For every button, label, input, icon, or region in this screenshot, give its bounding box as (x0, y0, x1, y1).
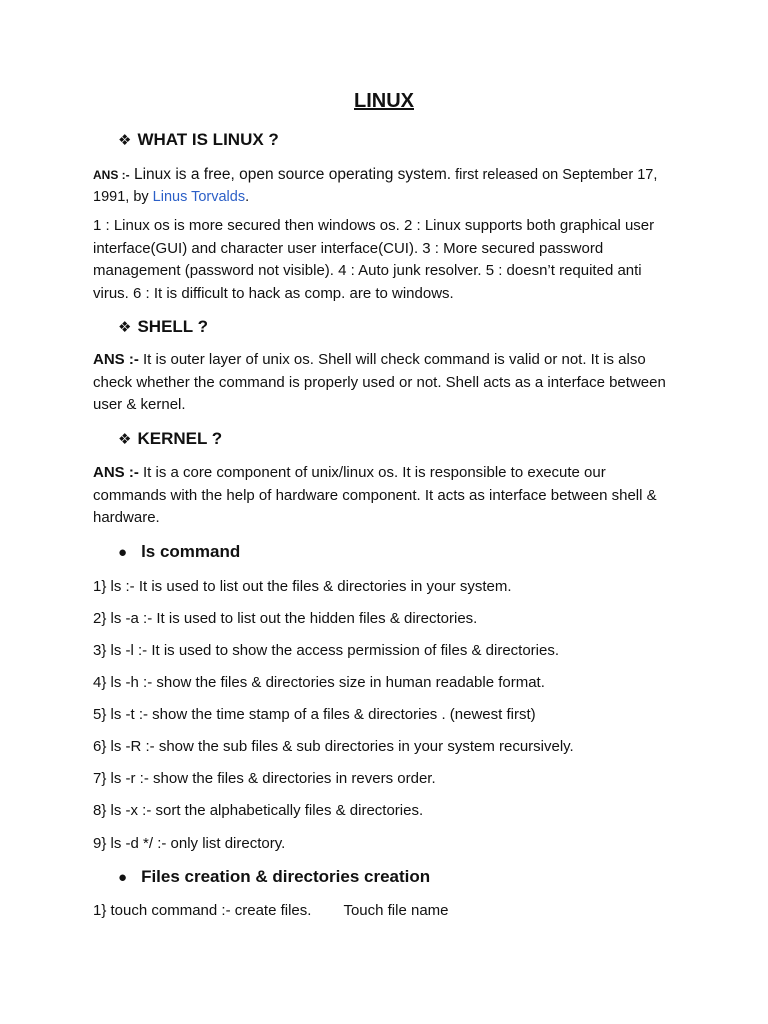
page-title: LINUX (354, 90, 414, 112)
ls-item: 6} ls -R :- show the sub files & sub directories in your system recursively. (93, 738, 574, 755)
heading-what-is-linux (118, 130, 279, 150)
what-is-linux-answer (93, 164, 678, 208)
kernel-answer-text: It is a core component of unix/linux os. It is responsible to execute our commands with the help of hardware component. It acts as interface between shell & hardware. (93, 464, 657, 526)
kernel-answer (93, 462, 678, 530)
ls-item: 5} ls -t :- show the time stamp of a files & directories . (newest first) (93, 706, 536, 723)
touch-command-example: Touch file name (343, 902, 449, 919)
touch-command-text: 1} touch command :- create files. (93, 902, 312, 919)
heading-kernel (118, 429, 222, 449)
bullet-dot-icon: ● (118, 544, 128, 561)
diamond-bullet-icon: ❖ (118, 431, 132, 448)
ans-label: ANS :- (93, 168, 130, 182)
linus-torvalds-link[interactable]: Linus Torvalds (152, 189, 246, 205)
ans-release-text: first released on September 17, 1991, by (93, 167, 658, 205)
diamond-bullet-icon: ❖ (118, 319, 132, 336)
ans-label: ANS :- (93, 464, 139, 481)
heading-kernel-text: KERNEL ? (137, 429, 223, 448)
ans-label: ANS :- (93, 351, 139, 368)
shell-answer (93, 349, 678, 417)
ls-item: 4} ls -h :- show the files & directories size in human readable format. (93, 674, 545, 691)
ls-item: 7} ls -r :- show the files & directories in revers order. (93, 770, 436, 787)
heading-files-creation (118, 867, 430, 887)
ls-item: 2} ls -a :- It is used to list out the hidden files & directories. (93, 610, 478, 627)
ls-item: 3} ls -l :- It is used to show the access permission of files & directories. (93, 642, 560, 659)
bullet-dot-icon: ● (118, 869, 128, 886)
ans-end-period: . (245, 189, 250, 205)
linux-points-paragraph: 1 : Linux os is more secured then windows os. 2 : Linux supports both graphical user interface(GUI) and character user interface(CUI). 3 : More secured password management (password not visible). 4 : Auto junk resolver. 5 : doesn’t requited anti virus. 6 : It is difficult to hack as comp. are to windows. (93, 217, 655, 302)
heading-ls-command (118, 542, 240, 562)
ls-item: 8} ls -x :- sort the alphabetically files & directories. (93, 802, 424, 819)
files-creation-item (93, 902, 449, 919)
ans-main-text: Linux is a free, open source operating system. (129, 166, 452, 183)
heading-shell-text: SHELL ? (137, 317, 208, 336)
heading-shell (118, 317, 208, 337)
heading-files-creation-text: Files creation & directories creation (141, 867, 431, 886)
heading-ls-command-text: ls command (141, 542, 241, 561)
diamond-bullet-icon: ❖ (118, 132, 132, 149)
shell-answer-text: It is outer layer of unix os. Shell will check command is valid or not. It is also check whether the command is properly used or not. Shell acts as a interface between user & kernel. (93, 351, 666, 413)
ls-item: 1} ls :- It is used to list out the files & directories in your system. (93, 578, 512, 595)
heading-what-is-linux-text: WHAT IS LINUX ? (137, 130, 279, 149)
ls-item: 9} ls -d */ :- only list directory. (93, 835, 286, 852)
